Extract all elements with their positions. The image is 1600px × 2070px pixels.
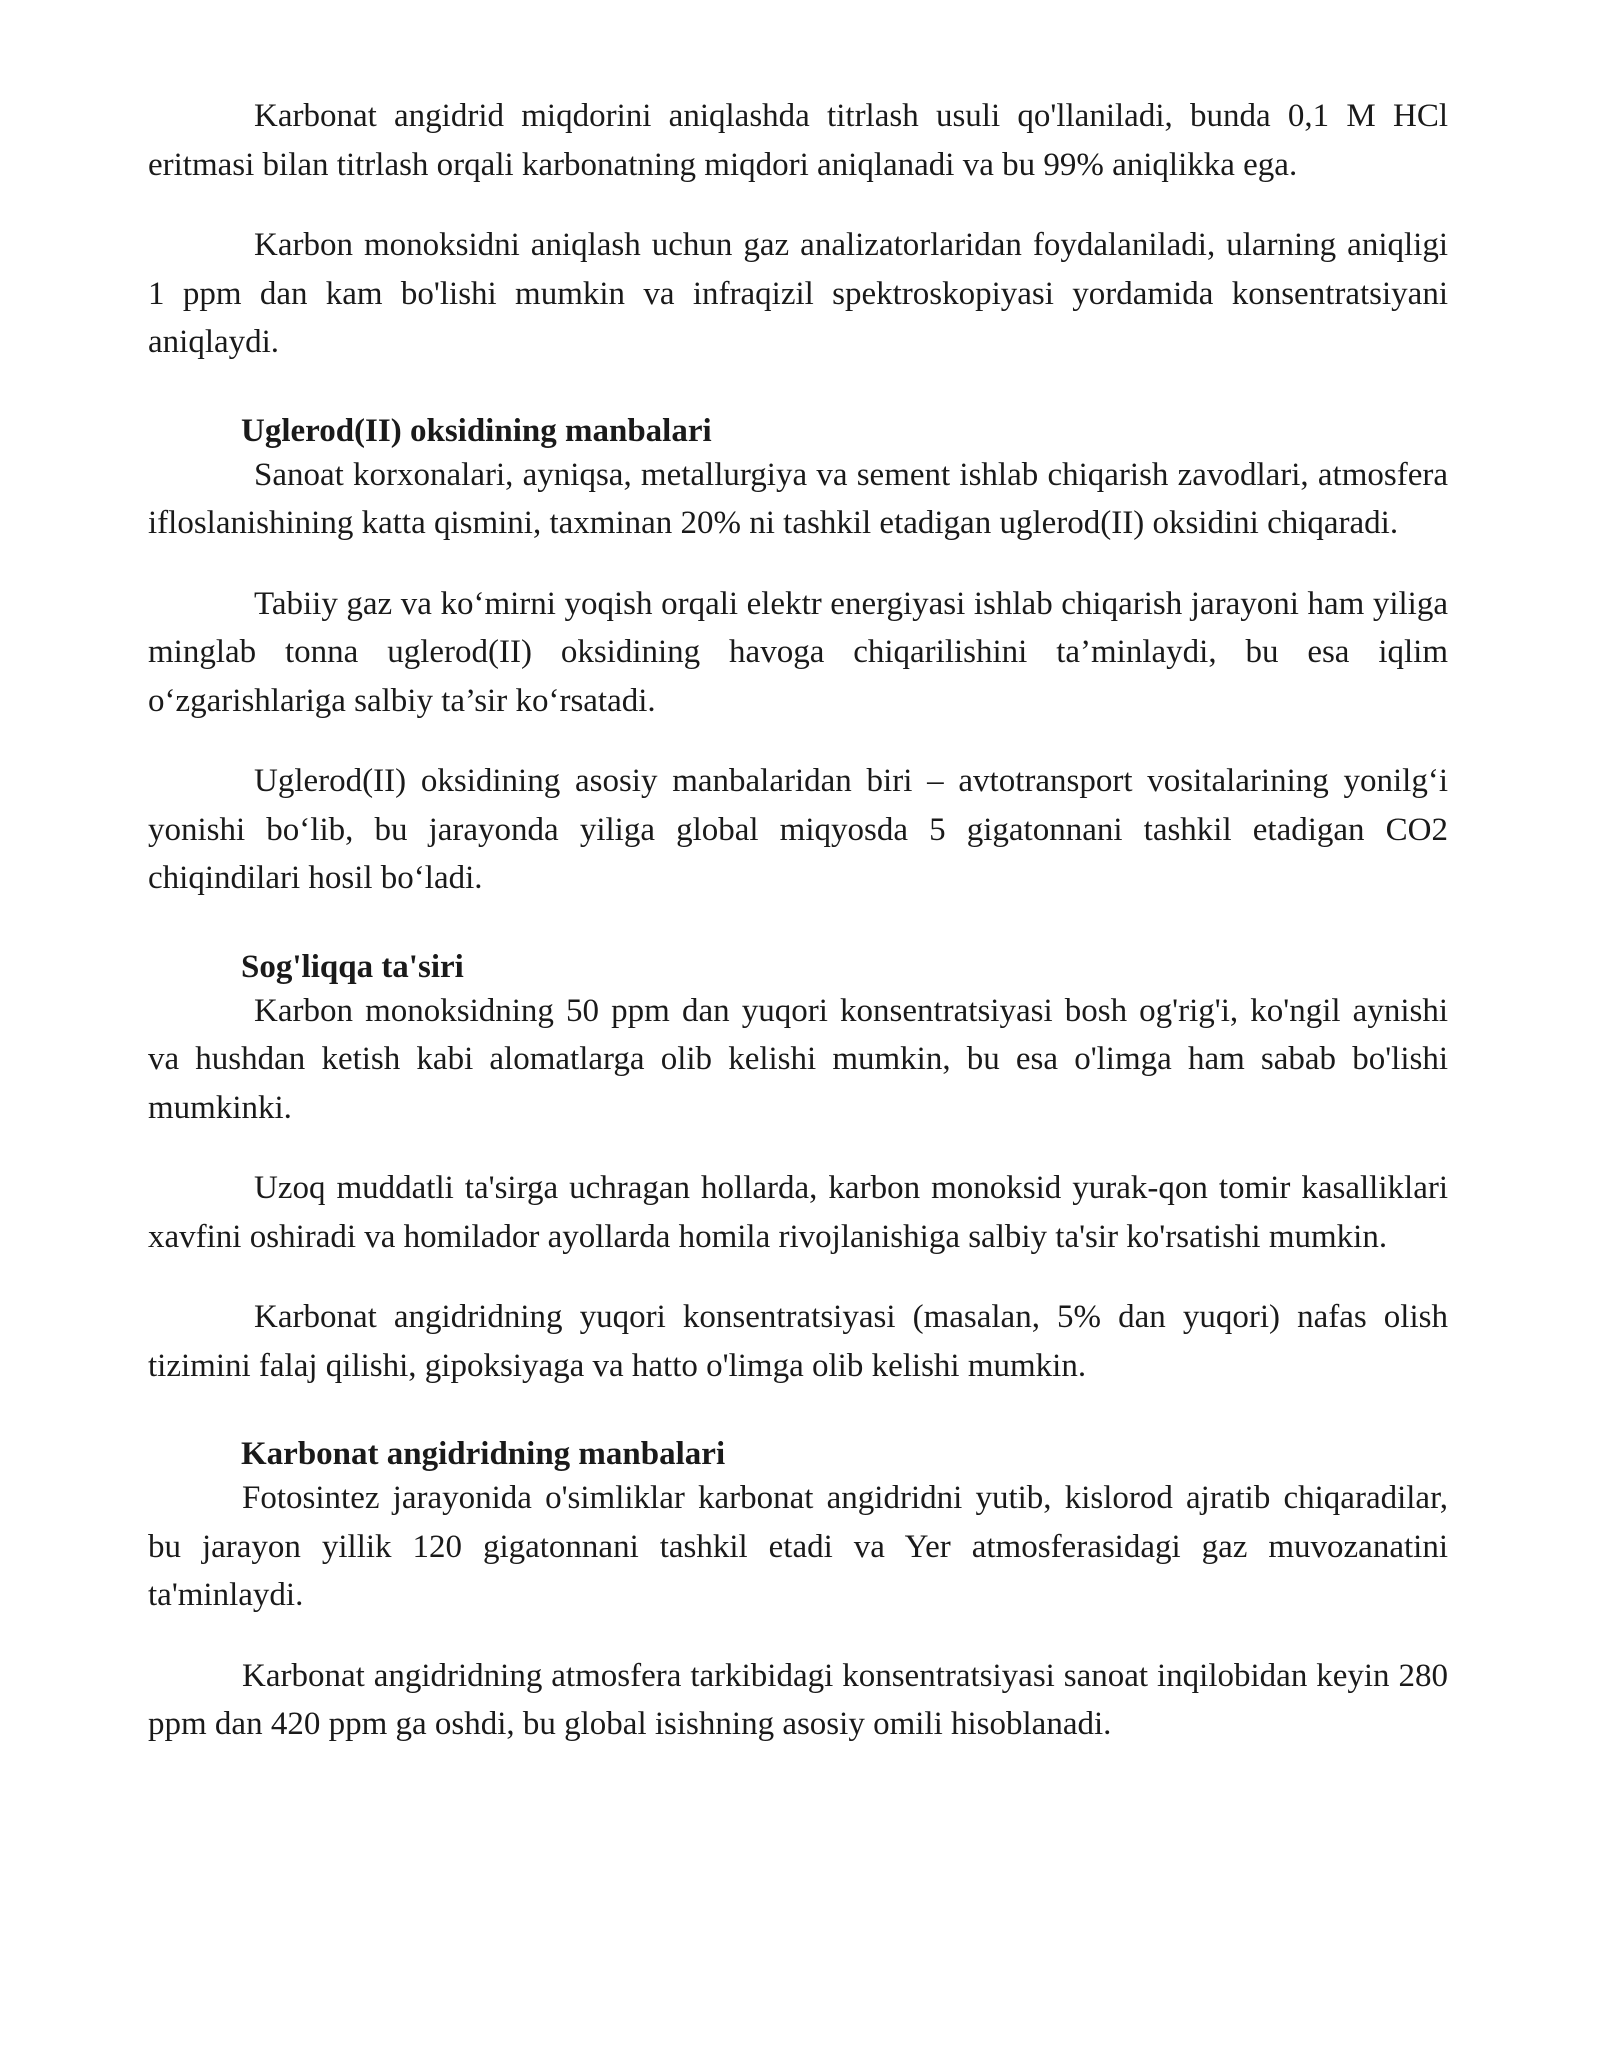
heading-co-sources: Uglerod(II) oksidining manbalari: [241, 412, 712, 449]
heading-health-impact: Sog'liqqa ta'siri: [241, 948, 464, 985]
paragraph-industry: Sanoat korxonalari, ayniqsa, metallurgiya va sement ishlab chiqarish zavodlari, atmosfera ifloslanishining katta qismini, taxminan 20% ni tashkil etadigan uglerod(II) oksidini chiqaradi.: [148, 456, 1448, 541]
paragraph-long-term: Uzoq muddatli ta'sirga uchragan hollarda, karbon monoksid yurak-qon tomir kasalliklari xavfini oshiradi va homilador ayollarda homila rivojlanishiga salbiy ta'sir ko'rsatishi mumkin.: [148, 1170, 1448, 1255]
paragraph-photosynthesis: Fotosintez jarayonida o'simliklar karbonat angidridni yutib, kislorod ajratib chiqaradilar, bu jarayon yillik 120 gigatonnani tashkil etadi va Yer atmosferasidagi gaz muvozanatini ta'minlaydi.: [148, 1480, 1448, 1613]
paragraph-transport: Uglerod(II) oksidining asosiy manbalaridan biri – avtotransport vositalarining yonilg‘i yonishi bo‘lib, bu jarayonda yiliga global miqyosda 5 gigatonnani tashkil etadigan CO2 chiqindilari hosil bo‘ladi.: [148, 763, 1448, 896]
paragraph-co-symptoms: Karbon monoksidning 50 ppm dan yuqori konsentratsiyasi bosh og'rig'i, ko'ngil aynishi va hushdan ketish kabi alomatlarga olib kelishi mumkin, bu esa o'limga ham sabab bo'lishi mumkinki.: [148, 992, 1448, 1126]
paragraph-titration: Karbonat angidrid miqdorini aniqlashda titrlash usuli qo'llaniladi, bunda 0,1 M HCl eritmasi bilan titrlash orqali karbonatning miqdori aniqlanadi va bu 99% aniqlikka ega.: [148, 98, 1448, 183]
paragraph-gas-analyzers: Karbon monoksidni aniqlash uchun gaz analizatorlaridan foydalaniladi, ularning aniqligi 1 ppm dan kam bo'lishi mumkin va infraqizil spektroskopiyasi yordamida konsentratsiyani aniqlaydi.: [148, 227, 1448, 360]
document-page: [148, 92, 1448, 1749]
paragraph-co2-concentration: Karbonat angidridning yuqori konsentratsiyasi (masalan, 5% dan yuqori) nafas olish tizimini falaj qilishi, gipoksiyaga va hatto o'limga olib kelishi mumkin.: [148, 1299, 1448, 1384]
heading-co2-sources: Karbonat angidridning manbalari: [241, 1436, 726, 1472]
paragraph-industrial-revolution: Karbonat angidridning atmosfera tarkibidagi konsentratsiyasi sanoat inqilobidan keyin 280 ppm dan 420 ppm ga oshdi, bu global isishning asosiy omili hisoblanadi.: [148, 1657, 1448, 1742]
paragraph-natural-gas: Tabiiy gaz va ko‘mirni yoqish orqali elektr energiyasi ishlab chiqarish jarayoni ham yiliga minglab tonna uglerod(II) oksidining havoga chiqarilishini ta’minlaydi, bu esa iqlim o‘zgarishlariga salbiy ta’sir ko‘rsatadi.: [148, 585, 1448, 719]
